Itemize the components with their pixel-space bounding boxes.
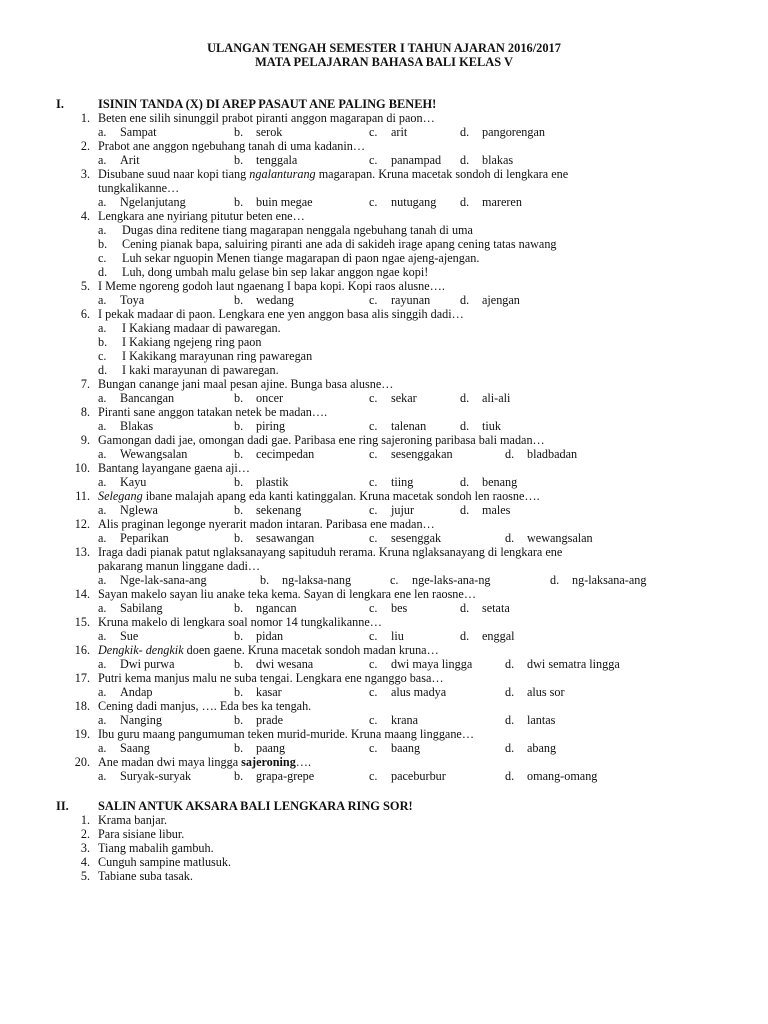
- question-text: Prabot ane anggon ngebuhang tanah di uma kadanin…: [98, 139, 366, 153]
- option-c[interactable]: c. paceburbur: [369, 769, 446, 783]
- section-1-number: I.: [56, 97, 64, 111]
- option-a[interactable]: a. Suryak-suryak: [98, 769, 192, 783]
- option-d[interactable]: d. Luh, dong umbah malu gelase bin sep lakar anggon ngae kopi!: [98, 265, 429, 279]
- option-b[interactable]: b. oncer: [234, 391, 284, 405]
- question-18-options: [98, 714, 698, 728]
- option-b[interactable]: b. serok: [234, 125, 283, 139]
- option-d[interactable]: d. ajengan: [460, 293, 520, 307]
- question-text: Bungan canange jani maal pesan ajine. Bunga basa alusne…: [98, 377, 394, 391]
- question-text-continued: tungkalikanne…: [98, 181, 180, 195]
- option-d[interactable]: d. males: [460, 503, 511, 517]
- question-number: 10.: [74, 461, 90, 475]
- option-b[interactable]: b. wedang: [234, 293, 294, 307]
- question-number: 9.: [80, 433, 90, 447]
- option-d[interactable]: d. ng-laksana-ang: [550, 573, 647, 587]
- question-13-options: [98, 574, 698, 588]
- option-a[interactable]: a. Sue: [98, 629, 139, 643]
- question-number: 14.: [74, 587, 90, 601]
- question-text: Alis praginan legonge nyerarit madon intaran. Paribasa ene madan…: [98, 517, 435, 531]
- option-b[interactable]: b. prade: [234, 713, 284, 727]
- option-a[interactable]: a. Nge-lak-sana-ang: [98, 573, 207, 587]
- option-b[interactable]: b. sekenang: [234, 503, 302, 517]
- section-1-title: [56, 98, 436, 112]
- option-a[interactable]: a. Andap: [98, 685, 153, 699]
- question-number: 20.: [74, 755, 90, 769]
- option-d[interactable]: d. omang-omang: [505, 769, 598, 783]
- option-b[interactable]: b. ngancan: [234, 601, 297, 615]
- question-text: Ane madan dwi maya lingga sajeroning….: [98, 755, 312, 769]
- section-1-heading: ISININ TANDA (X) DI AREP PASAUT ANE PALING BENEH!: [98, 97, 437, 111]
- option-c[interactable]: c. bes: [369, 601, 408, 615]
- question-number: 1.: [80, 111, 90, 125]
- question-number: 5.: [80, 279, 90, 293]
- option-c[interactable]: c. liu: [369, 629, 404, 643]
- option-c[interactable]: c. rayunan: [369, 293, 431, 307]
- option-d[interactable]: d. dwi sematra lingga: [505, 657, 620, 671]
- header-subtitle: MATA PELAJARAN BAHASA BALI KELAS V: [255, 54, 513, 69]
- option-c[interactable]: c. sesenggakan: [369, 447, 453, 461]
- option-b[interactable]: b. tenggala: [234, 153, 298, 167]
- option-b[interactable]: b. kasar: [234, 685, 282, 699]
- option-c[interactable]: c. talenan: [369, 419, 427, 433]
- option-d[interactable]: d. benang: [460, 475, 518, 489]
- question-17-options: [98, 686, 698, 700]
- option-b[interactable]: b. piring: [234, 419, 286, 433]
- question-text: Cening dadi manjus, …. Eda bes ka tengah.: [98, 699, 312, 713]
- question-number: 18.: [74, 699, 90, 713]
- option-b[interactable]: b. sesawangan: [234, 531, 315, 545]
- option-a[interactable]: a. Nanging: [98, 713, 162, 727]
- option-b[interactable]: b. dwi wesana: [234, 657, 314, 671]
- option-d[interactable]: d. alus sor: [505, 685, 565, 699]
- section-2-number: II.: [56, 799, 69, 813]
- question-text: Selegang ibane malajah apang eda kanti katinggalan. Kruna macetak sondoh len raosne….: [98, 489, 540, 503]
- header-title: ULANGAN TENGAH SEMESTER I TAHUN AJARAN 2016/2017: [207, 41, 561, 55]
- question-number: 16.: [74, 643, 90, 657]
- option-a[interactable]: a. Sabilang: [98, 601, 163, 615]
- option-c[interactable]: c. arit: [369, 125, 408, 139]
- option-c[interactable]: c. panampad: [369, 153, 442, 167]
- option-d[interactable]: d. setata: [460, 601, 510, 615]
- option-d[interactable]: d. ali-ali: [460, 391, 511, 405]
- question-text: Beten ene silih sinunggil prabot piranti anggon magarapan di paon…: [98, 111, 435, 125]
- option-c[interactable]: c. nge-laks-ana-ng: [390, 573, 491, 587]
- question-number: 19.: [74, 727, 90, 741]
- question-11-options: [98, 504, 698, 518]
- option-a[interactable]: a. Bancangan: [98, 391, 175, 405]
- option-d[interactable]: d. wewangsalan: [505, 531, 593, 545]
- option-d[interactable]: d. enggal: [460, 629, 515, 643]
- option-b[interactable]: b. paang: [234, 741, 286, 755]
- question-9-options: [98, 448, 698, 462]
- question-19-options: [98, 742, 698, 756]
- question-16-options: [98, 658, 698, 672]
- option-c[interactable]: c. I Kakikang marayunan ring pawaregan: [98, 349, 313, 363]
- option-b[interactable]: b. cecimpedan: [234, 447, 315, 461]
- question-3-options: [98, 196, 698, 210]
- option-c[interactable]: c. sekar: [369, 391, 417, 405]
- option-a[interactable]: a. I Kakiang madaar di pawaregan.: [98, 321, 281, 335]
- option-c[interactable]: c. jujur: [369, 503, 415, 517]
- question-1-options: [98, 126, 698, 140]
- question-number: 12.: [74, 517, 90, 531]
- question-text: I pekak madaar di paon. Lengkara ene yen anggon basa alis singgih dadi…: [98, 307, 464, 321]
- question-20-options: [98, 770, 698, 784]
- section-2-title: [56, 800, 413, 814]
- option-a[interactable]: a. Arit: [98, 153, 140, 167]
- question-number: 17.: [74, 671, 90, 685]
- option-c[interactable]: c. krana: [369, 713, 419, 727]
- question-10-options: [98, 476, 698, 490]
- question-number: 6.: [80, 307, 90, 321]
- question-14-options: [98, 602, 698, 616]
- option-c[interactable]: c. nutugang: [369, 195, 437, 209]
- question-12-options: [98, 532, 698, 546]
- option-a[interactable]: a. Dwi purwa: [98, 657, 175, 671]
- option-a[interactable]: a. Ngelanjutang: [98, 195, 186, 209]
- option-b[interactable]: b. grapa-grepe: [234, 769, 315, 783]
- option-a[interactable]: a. Saang: [98, 741, 150, 755]
- option-a[interactable]: a. Dugas dina reditene tiang magarapan nenggala ngebuhang tanah di uma: [98, 223, 473, 237]
- question-8-options: [98, 420, 698, 434]
- question-15-options: [98, 630, 698, 644]
- question-text: Disubane suud naar kopi tiang ngalanturang magarapan. Kruna macetak sondoh di lengkara ene: [98, 167, 569, 181]
- question-number: 13.: [74, 545, 90, 559]
- question-text: Sayan makelo sayan liu anake teka kema. Sayan di lengkara ene len raosne…: [98, 587, 477, 601]
- option-d[interactable]: d. blakas: [460, 153, 514, 167]
- question-5-options: [98, 294, 698, 308]
- option-b[interactable]: b. ng-laksa-nang: [260, 573, 352, 587]
- question-text: I Meme ngoreng godoh laut ngaenang I bapa kopi. Kopi raos alusne….: [98, 279, 445, 293]
- question-7-options: [98, 392, 698, 406]
- question-number: 15.: [74, 615, 90, 629]
- option-a[interactable]: a. Nglewa: [98, 503, 158, 517]
- question-text: Putri kema manjus malu ne suba tengai. Lengkara ene nganggo basa…: [98, 671, 444, 685]
- question-text: Piranti sane anggon tatakan netek be madan….: [98, 405, 328, 419]
- option-b[interactable]: b. I Kakiang ngejeng ring paon: [98, 335, 262, 349]
- question-text: Dengkik- dengkik doen gaene. Kruna macetak sondoh madan kruna…: [98, 643, 439, 657]
- question-text: Gamongan dadi jae, omongan dadi gae. Paribasa ene ring sajeroning paribasa bali madan…: [98, 433, 545, 447]
- option-d[interactable]: d. abang: [505, 741, 557, 755]
- option-c[interactable]: c. Luh sekar nguopin Menen tiange magarapan di paon ngae ajeng-ajengan.: [98, 251, 480, 265]
- question-number: 11.: [75, 489, 90, 503]
- question-number: 4.: [80, 209, 90, 223]
- option-c[interactable]: c. baang: [369, 741, 421, 755]
- option-b[interactable]: b. pidan: [234, 629, 284, 643]
- option-a[interactable]: a. Toya: [98, 293, 145, 307]
- option-a[interactable]: a. Wewangsalan: [98, 447, 188, 461]
- section-2-heading: SALIN ANTUK AKSARA BALI LENGKARA RING SOR!: [98, 799, 413, 813]
- option-d[interactable]: d. tiuk: [460, 419, 501, 433]
- exam-page: ULANGAN TENGAH SEMESTER I TAHUN AJARAN 2016/2017 MATA PELAJARAN BAHASA BALI KELAS V I. ISININ TANDA (X) DI AREP PASAUT ANE PALING BENEH! 1. Beten ene silih sinunggil prabot piranti anggon magarapan di paon… a. Sampat b. serok c. arit d. pangorengan 2. Prabot ane anggon ngebuhang tanah di uma kadanin… a. Arit b. tenggala c. panampad d. blakas 3. Disubane suud naar kopi tiang ngalanturang magarapan. Kruna macetak sondoh di lengkara ene tungkalikanne… a. Ngelanjutang b. buin megae c. nutugang d. mareren 4. Lengkara ane nyiriang pitutur beten ene… a. Dugas dina reditene tiang magarapan nenggala ngebuhang tanah di uma b. Cening pianak bapa, saluiring piranti ane ada di sakideh irage apang cening tatas nawang c. Luh sekar nguopin Menen tiange magarapan di paon ngae ajeng-ajengan. d. Luh, dong umbah malu gelase bin sep lakar anggon ngae kopi! 5. I Meme ngoreng godoh laut ngaenang I bapa kopi. Kopi raos alusne…. a. Toya b. wedang c. rayunan d. ajengan 6. I pekak madaar di paon. Lengkara ene yen anggon basa alis singgih dadi… a. I Kakiang madaar di pawaregan. b. I Kakiang ngejeng ring paon c. I Kakikang marayunan ring pawaregan d. I kaki marayunan di pawaregan. 7. Bungan canange jani maal pesan ajine. Bunga basa alusne… a. Bancangan b. oncer c. sekar d. ali-ali 8. Piranti sane anggon tatakan netek be madan…. a. Blakas b. piring c. talenan d. tiuk 9. Gamongan dadi jae, omongan dadi gae. Paribasa ene ring sajeroning paribasa bali madan… a. Wewangsalan b. cecimpedan c. sesenggakan d. bladbadan 10. Bantang layangane gaena aji… a. Kayu b. plastik c. tiing d. benang 11. Selegang ibane malajah apang eda kanti katinggalan. Kruna macetak sondoh len raosne…. a. Nglewa b. sekenang c. jujur d. males 12. Alis praginan legonge nyerarit madon intaran. Paribasa ene madan… a. Peparikan b. sesawangan c. sesenggak d. wewangsalan 13. Iraga dadi pianak patut nglaksanayang sapituduh rerama. Kruna nglaksanayang di lengkara ene pakarang manun linggane dadi… a. Nge-lak-sana-ang b. ng-laksa-nang c. nge-laks-ana-ng d. ng-laksana-ang 14. Sayan makelo sayan liu anake teka kema. Sayan di lengkara ene len raosne… a. Sabilang b. ngancan c. bes d. setata 15. Kruna makelo di lengkara soal nomor 14 tungkalikanne… a. Sue b. pidan c. liu d. enggal 16. Dengkik- dengkik doen gaene. Kruna macetak sondoh madan kruna… a. Dwi purwa b. dwi wesana c. dwi maya lingga d. dwi sematra lingga 17. Putri kema manjus malu ne suba tengai. Lengkara ene nganggo basa… a. Andap b. kasar c. alus madya d. alus sor 18. Cening dadi manjus, …. Eda bes ka tengah. a. Nanging b. prade c. krana d. lantas 19. Ibu guru maang pangumuman teken murid-muride. Kruna maang linggane… a. Saang b. paang c. baang d. abang 20. Ane madan dwi maya lingga sajeroning…. a. Suryak-suryak b. grapa-grepe c. paceburbur d. omang-omang II. SALIN ANTUK AKSARA BALI LENGKARA RING SOR! 1. Krama banjar. 2. Para sisiane libur. 3. Tiang mabalih gambuh. 4. Cunguh sampine matlusuk. 5. Tabiane suba tasak.: [0, 0, 768, 1024]
- option-a[interactable]: a. Kayu: [98, 475, 147, 489]
- question-text-continued: pakarang manun linggane dadi…: [98, 559, 261, 573]
- option-a[interactable]: a. Blakas: [98, 419, 154, 433]
- question-text: Ibu guru maang pangumuman teken murid-muride. Kruna maang linggane…: [98, 727, 475, 741]
- question-text: Iraga dadi pianak patut nglaksanayang sapituduh rerama. Kruna nglaksanayang di lengkara ene: [98, 545, 563, 559]
- option-a[interactable]: a. Peparikan: [98, 531, 169, 545]
- option-c[interactable]: c. alus madya: [369, 685, 447, 699]
- question-text: Bantang layangane gaena aji…: [98, 461, 250, 475]
- option-c[interactable]: c. dwi maya lingga: [369, 657, 473, 671]
- question-number: 3.: [80, 167, 90, 181]
- exam-header: [0, 42, 768, 69]
- question-number: 8.: [80, 405, 90, 419]
- option-c[interactable]: c. tiing: [369, 475, 414, 489]
- option-b[interactable]: b. buin megae: [234, 195, 313, 209]
- question-number: 2.: [80, 139, 90, 153]
- question-number: 7.: [80, 377, 90, 391]
- option-d[interactable]: d. pangorengan: [460, 125, 545, 139]
- option-d[interactable]: d. I kaki marayunan di pawaregan.: [98, 363, 279, 377]
- option-b[interactable]: b. Cening pianak bapa, saluiring piranti ane ada di sakideh irage apang cening tatas nawang: [98, 237, 557, 251]
- option-d[interactable]: d. lantas: [505, 713, 556, 727]
- option-d[interactable]: d. bladbadan: [505, 447, 578, 461]
- option-a[interactable]: a. Sampat: [98, 125, 157, 139]
- option-b[interactable]: b. plastik: [234, 475, 289, 489]
- question-text: Lengkara ane nyiriang pitutur beten ene…: [98, 209, 305, 223]
- question-2-options: [98, 154, 698, 168]
- option-c[interactable]: c. sesenggak: [369, 531, 442, 545]
- question-text: Kruna makelo di lengkara soal nomor 14 tungkalikanne…: [98, 615, 382, 629]
- option-d[interactable]: d. mareren: [460, 195, 522, 209]
